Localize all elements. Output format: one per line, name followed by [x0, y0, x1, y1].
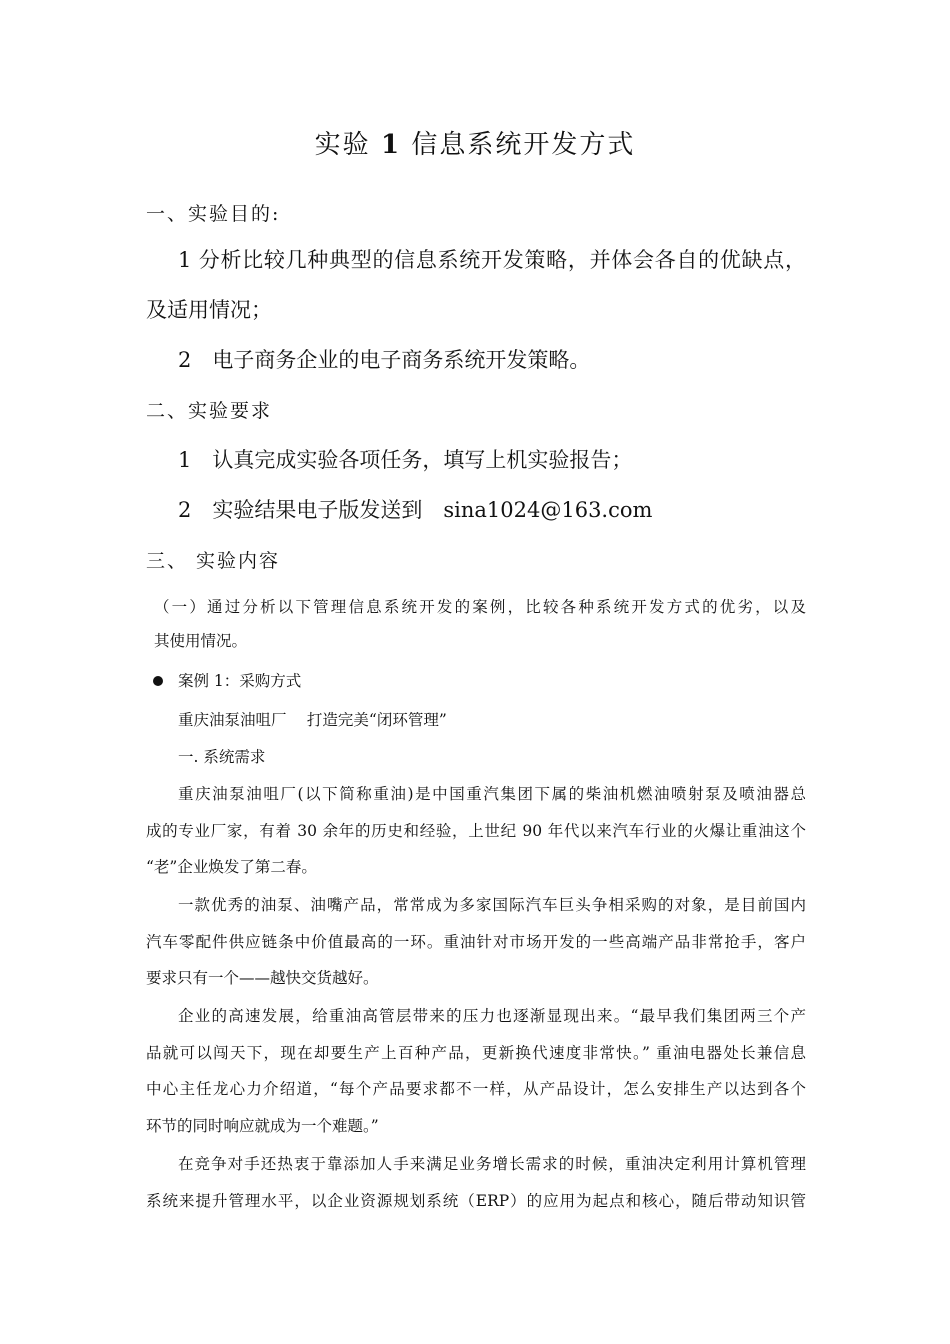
section-heading-purpose: 一、实验目的:	[146, 203, 281, 225]
title-number: 1	[380, 130, 402, 160]
paragraph-1-line-1: 重庆油泵油咀厂(以下简称重油)是中国重汽集团下属的柴油机燃油喷射泵及喷油器总	[178, 785, 806, 803]
paragraph-1-line-3: “老”企业焕发了第二春。	[146, 858, 317, 876]
requirement-item-2: 2 实验结果电子版发送到 sina1024@163.com	[178, 498, 653, 522]
purpose-item-1-line-1: 1 分析比较几种典型的信息系统开发策略，并体会各自的优缺点，	[178, 248, 806, 272]
section-heading-requirements: 二、实验要求	[146, 400, 273, 422]
paragraph-4-line-1: 在竞争对手还热衷于靠添加人手来满足业务增长需求的时候，重油决定利用计算机管理	[178, 1155, 806, 1173]
paragraph-3-line-4: 环节的同时响应就成为一个难题。”	[146, 1117, 379, 1135]
paragraph-1-line-2: 成的专业厂家，有着 30 余年的历史和经验，上世纪 90 年代以来汽车行业的火爆让重油这个	[146, 822, 806, 840]
paragraph-4-line-2: 系统来提升管理水平，以企业资源规划系统（ERP）的应用为起点和核心，随后带动知识管	[146, 1192, 806, 1210]
section-heading-content: 三、 实验内容	[146, 550, 281, 572]
case-title: 重庆油泵油咀厂 打造完美“闭环管理”	[178, 711, 447, 729]
subheading-system-requirements: 一. 系统需求	[178, 748, 266, 766]
paragraph-3-line-3: 中心主任龙心力介绍道，“每个产品要求都不一样，从产品设计，怎么安排生产以达到各个	[146, 1080, 806, 1098]
paragraph-2-line-1: 一款优秀的油泵、油嘴产品，常常成为多家国际汽车巨头争相采购的对象，是目前国内	[178, 896, 806, 914]
paragraph-3-line-2: 品就可以闯天下，现在却要生产上百种产品，更新换代速度非常快。” 重油电器处长兼信息	[146, 1044, 806, 1062]
purpose-item-2: 2 电子商务企业的电子商务系统开发策略。	[178, 348, 591, 372]
content-intro-line-1: （一）通过分析以下管理信息系统开发的案例，比较各种系统开发方式的优劣，以及	[154, 598, 806, 616]
requirement-item-1: 1 认真完成实验各项任务，填写上机实验报告；	[178, 448, 633, 472]
page-title	[0, 124, 950, 161]
title-prefix: 实验	[314, 130, 371, 160]
content-intro-line-2: 其使用情况。	[154, 632, 248, 650]
paragraph-2-line-2: 汽车零配件供应链条中价值最高的一环。重油针对市场开发的一些高端产品非常抢手，客户	[146, 933, 806, 951]
paragraph-2-line-3: 要求只有一个——越快交货越好。	[146, 969, 379, 987]
case-1-heading: 案例 1：采购方式	[178, 672, 302, 690]
bullet-icon	[153, 676, 163, 686]
paragraph-3-line-1: 企业的高速发展，给重油高管层带来的压力也逐渐显现出来。“最早我们集团两三个产	[178, 1007, 806, 1025]
title-rest: 信息系统开发方式	[411, 130, 636, 160]
purpose-item-1-line-2: 及适用情况；	[146, 298, 272, 322]
